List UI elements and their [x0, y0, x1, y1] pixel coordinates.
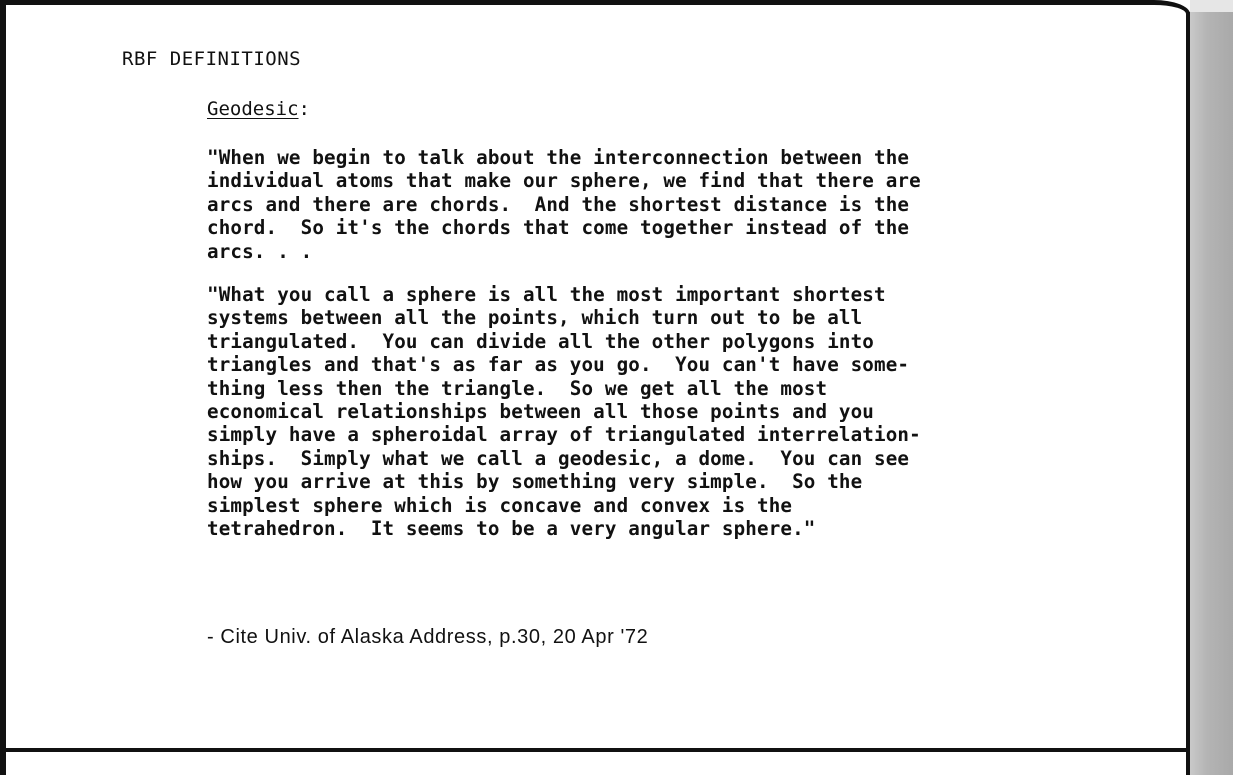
- definition-term: [207, 98, 310, 120]
- scan-shadow-edge: [1190, 12, 1233, 775]
- card-border-bottom: [0, 748, 1190, 752]
- quote-paragraph-2: "What you call a sphere is all the most important shortest systems between all the points, which turn out to be all triangulated. You can divide all the other polygons into triangles and that's as far as you go. You can't have some- thing less then the triangle. So we get all the most economical relationships between all those points and you simply have a spheroidal array of triangulated interrelation- ships. Simply what we call a geodesic, a dome. You can see how you arrive at this by something very simple. So the simplest sphere which is concave and convex is the tetrahedron. It seems to be a very angular sphere.": [207, 283, 921, 541]
- term-word: Geodesic: [207, 98, 299, 120]
- quote-paragraph-1: "When we begin to talk about the interconnection between the individual atoms that make our sphere, we find that there are arcs and there are chords. And the shortest distance is the chord. So it's the chords that come together instead of the arcs. . .: [207, 146, 921, 263]
- card-border-right: [1186, 12, 1190, 775]
- card-border-left: [0, 0, 6, 775]
- document-header: RBF DEFINITIONS: [122, 48, 302, 70]
- card-border-top: [0, 0, 1190, 14]
- term-suffix: :: [298, 98, 310, 120]
- citation: - Cite Univ. of Alaska Address, p.30, 20 Apr '72: [207, 626, 649, 648]
